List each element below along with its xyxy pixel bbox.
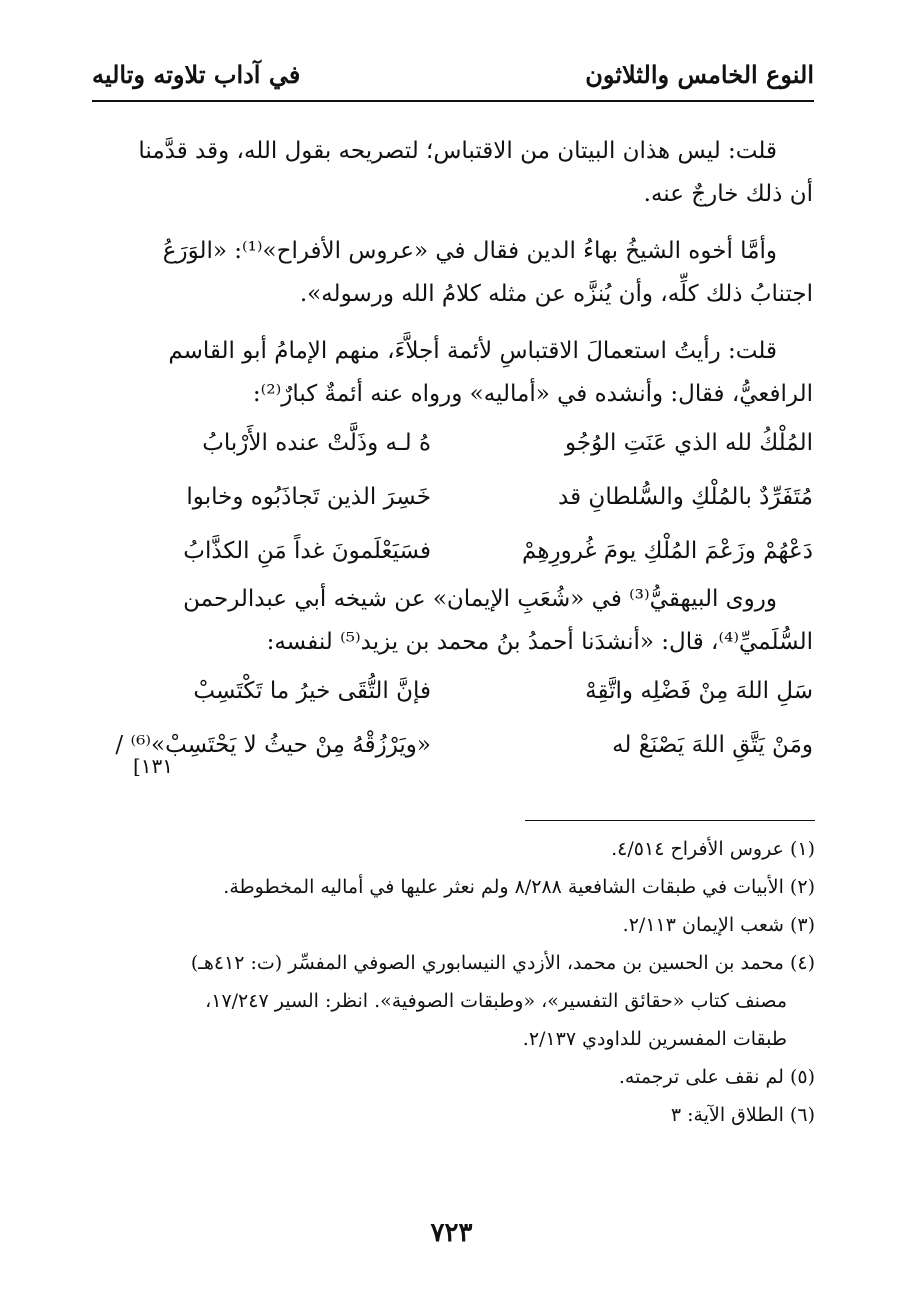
verse-second-hemistich: فسَيَعْلَمونَ غداً مَنِ الكذَّابُ — [183, 538, 431, 564]
verse-line — [91, 416, 813, 470]
paragraph-line: قلت: رأيتُ استعمالَ الاقتباسِ لأئمة أجلاَّءَ، منهم الإمامُ أبو القاسم — [168, 338, 777, 364]
chapter-title: النوع الخامس والثلاثون — [585, 60, 814, 89]
verse-first-hemistich: المُلْكُ لله الذي عَنَتِ الوُجُو — [565, 430, 813, 456]
verse-first-hemistich: مُتَفَرِّدٌ بالمُلْكِ والسُّلطانِ قد — [558, 484, 813, 510]
footnote-continuation: مصنف كتاب «حقائق التفسير»، «وطبقات الصوفية». انظر: السير ١٧/٢٤٧، — [205, 990, 787, 1012]
verse-second-hemistich: «ويَرْزُقْهُ مِنْ حيثُ لا يَحْتَسِبْ»⁽⁶⁾ / — [115, 732, 431, 758]
verse-line — [91, 664, 813, 718]
main-text — [91, 130, 813, 772]
footnote: (١) عروس الأفراح ٤/٥١٤. — [611, 838, 815, 860]
paragraph-line: أن ذلك خارجٌ عنه. — [643, 181, 813, 207]
paragraph-line: قلت: ليس هذان البيتان من الاقتباس؛ لتصريحه بقول الله، وقد قدَّمنا — [138, 138, 777, 164]
verse-second-hemistich: فإنَّ التُّقَى خيرُ ما تَكْتَسِبْ — [193, 678, 431, 704]
running-header — [92, 56, 814, 102]
footnote-continuation: طبقات المفسرين للداودي ٢/١٣٧. — [522, 1028, 787, 1050]
verse-second-hemistich: هُ لـه وذَلَّتْ عنده الأَرْبابُ — [202, 430, 431, 456]
footnote: (٥) لم نقف على ترجمته. — [618, 1066, 815, 1088]
paragraph-line: وروى البيهقيُّ⁽³⁾ في «شُعَبِ الإيمان» عن شيخه أبي عبدالرحمن — [183, 586, 777, 612]
paragraph-line: الرافعيُّ، فقال: وأنشده في «أماليه» ورواه عنه أئمةٌ كبارٌ⁽²⁾: — [252, 381, 813, 407]
paragraph-line: وأمَّا أخوه الشيخُ بهاءُ الدين فقال في «عروس الأفراح»⁽¹⁾: «الوَرَعُ — [162, 238, 777, 264]
footnotes — [90, 830, 815, 1134]
footnote: (٢) الأبيات في طبقات الشافعية ٨/٢٨٨ ولم نعثر عليها في أماليه المخطوطة. — [223, 876, 815, 898]
footnote: (٤) محمد بن الحسين بن محمد، الأزدي النيسابوري الصوفي المفسِّر (ت: ٤١٢هـ) — [190, 952, 815, 974]
verse-second-hemistich: خَسِرَ الذين تَجاذَبُوه وخابوا — [186, 484, 431, 510]
footnote: (٣) شعب الإيمان ٢/١١٣. — [622, 914, 815, 936]
verse-first-hemistich: ومَنْ يَتَّقِ اللهَ يَصْنَعْ له — [612, 732, 813, 758]
page-number: ٧٢٣ — [430, 1218, 473, 1248]
footnote: (٦) الطلاق الآية: ٣ — [670, 1104, 815, 1126]
paragraph-line: السُّلَميِّ⁽⁴⁾، قال: «أنشدَنا أحمدُ بنُ محمد بن يزيد⁽⁵⁾ لنفسه: — [266, 629, 813, 655]
section-title: في آداب تلاوته وتاليه — [92, 60, 301, 89]
verse-line — [91, 718, 813, 772]
paragraph-line: اجتنابُ ذلك كلِّه، وأن يُنزَّه عن مثله كلامُ الله ورسوله». — [299, 281, 813, 307]
footnote-divider — [525, 820, 815, 821]
manuscript-folio-marker: [١٣١ — [132, 754, 173, 778]
verse-line — [91, 470, 813, 524]
verse-first-hemistich: دَعْهُمْ وزَعْمَ المُلْكِ يومَ غُرورِهِمْ — [522, 538, 813, 564]
verse-line — [91, 524, 813, 578]
verse-first-hemistich: سَلِ اللهَ مِنْ فَضْلِه واتَّقِهْ — [585, 678, 813, 704]
